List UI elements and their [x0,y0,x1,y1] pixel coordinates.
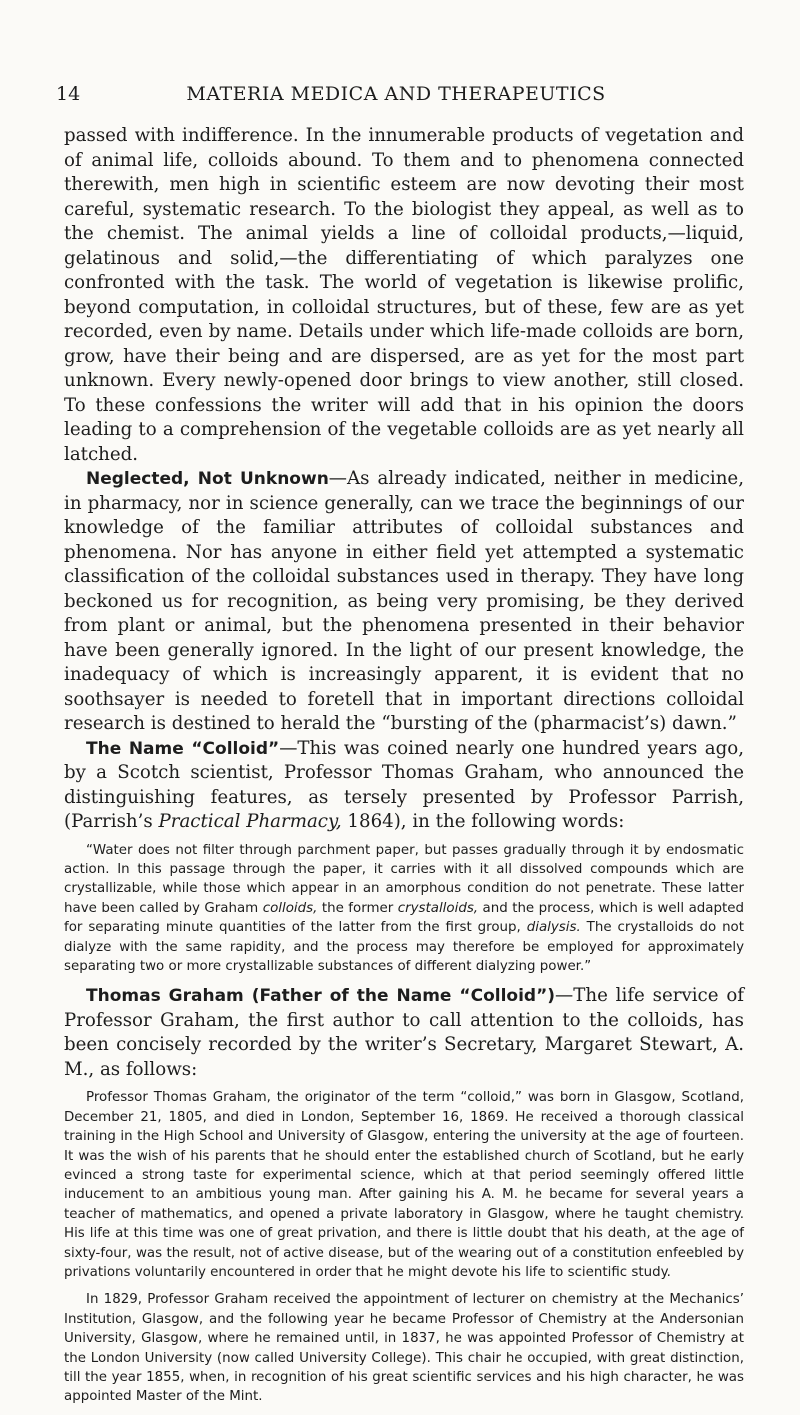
quotation-biography-1: Professor Thomas Graham, the originator of the term “colloid,” was born in Glasgow, Scotland, December 21, 1805, and died in London, September 16, 1869. He received a thorough classical training in the High School and University of Glasgow, entering the university at the age of fourteen. It was the wish of his parents that he should enter the established church of Scotland, but he early evinced a strong taste for experimental science, which at that period seemingly offered little inducement to an ambitious young man. After gaining his A. M. he became for several years a teacher of mathematics, and opened a private laboratory in Glasgow, where he taught chemistry. His life at this time was one of great privation, and there is little doubt that his death, at the age of sixty-four, was the result, not of active disease, but of the wearing out of a constitution enfeebled by privations voluntarily encountered in order that he might devote his life to scientific study. [64,1090,744,1280]
paragraph-text: —This was coined nearly one hundred years ago, by a Scotch scientist, Professor Thomas Graham, who announced the distinguishing features, as tersely presented by Professor Parrish, (Parrish’s [64,737,745,832]
paragraph-name-colloid [64,737,744,835]
quote-text: the former [317,900,398,916]
paragraph-text: 1864), in the following words: [341,811,625,832]
page-body [64,124,744,1415]
quote-text: “Water does not filter through parchment paper, but passes gradually through it by endosmatic action. In this passage through the paper, it carries with it all dissolved compounds which are crystallizable, while those which appear in an amorphous condition do not penetrate. These latter have been called by Graham [64,842,744,916]
term-colloids: colloids, [262,900,318,916]
running-title: MATERIA MEDICA AND THERAPEUTICS [186,83,606,105]
section-heading-name-colloid: The Name “Colloid” [86,738,280,759]
quote-text: and the process, which is well adapted for separating minute quantities of the latter from the first group, [64,900,744,936]
paragraph-colloids-abound: passed with indifference. In the innumerable products of vegetation and of animal life, colloids abound. To them and to phenomena connected therewith, men high in scientific esteem are now devoting their most careful, systematic research. To the biologist they appeal, as well as to the chemist. The animal yields a line of colloidal products,—liquid, gelatinous and solid,—the differentiating of which paralyzes one confronted with the task. The world of vegetation is likewise prolific, beyond computation, in colloidal structures, but of these, few are as yet recorded, even by name. Details under which life-made colloids are born, grow, have their being and are dispersed, are as yet for the most part unknown. Every newly-opened door brings to view another, still closed. To these confessions the writer will add that in his opinion the doors leading to a comprehension of the vegetable colloids are as yet nearly all latched. [64,125,744,465]
page-number: 14 [56,83,81,105]
paragraph-text: —As already indicated, neither in medicine, in pharmacy, nor in science generally, can we trace the beginnings of our knowledge of the familiar attributes of colloidal substances and phenomena. Nor has anyone in either field yet attempted a systematic classification of the colloidal substances used in therapy. They have long beckoned us for recognition, as being very promising, be they derived from plant or animal, but the phenomena presented in their behavior have been generally ignored. In the light of our present knowledge, the inadequacy of which is increasingly apparent, it is evident that no soothsayer is needed to foretell that in important directions colloidal research is destined to herald the “bursting of the (pharmacist’s) dawn.” [64,468,744,734]
term-crystalloids: crystalloids, [397,900,479,916]
paragraph-thomas-graham [64,984,744,1082]
section-heading-neglected: Neglected, Not Unknown [86,469,329,489]
quote-text: The crystalloids do not dialyze with the same rapidity, and the process may therefore be employed for approximately separating two or more crystallizable substances of different dialyzing power.” [64,920,745,974]
section-heading-thomas-graham: Thomas Graham (Father of the Name “Colloid”) [86,986,556,1007]
paragraph-text: —The life service of Professor Graham, the first author to call attention to the colloids, has been concisely recorded by the writer’s Secretary, Margaret Stewart, A. M., as follows: [64,985,745,1080]
book-title: Practical Pharmacy, [158,811,342,832]
quotation-parrish [64,841,744,977]
quotation-biography-2: In 1829, Professor Graham received the appointment of lecturer on chemistry at the Mechanics’ Institution, Glasgow, and the following year he became Professor of Chemistry at the Andersonian University, Glasgow, where he remained until, in 1837, he was appointed Professor of Chemistry at the London University (now called University College). This chair he occupied, with great distinction, till the year 1855, when, in recognition of his great scientific services and his high character, he was appointed Master of the Mint. [64,1292,744,1405]
paragraph-neglected-not-unknown [64,467,744,737]
term-dialysis: dialysis. [526,920,581,936]
page-header [56,83,736,107]
